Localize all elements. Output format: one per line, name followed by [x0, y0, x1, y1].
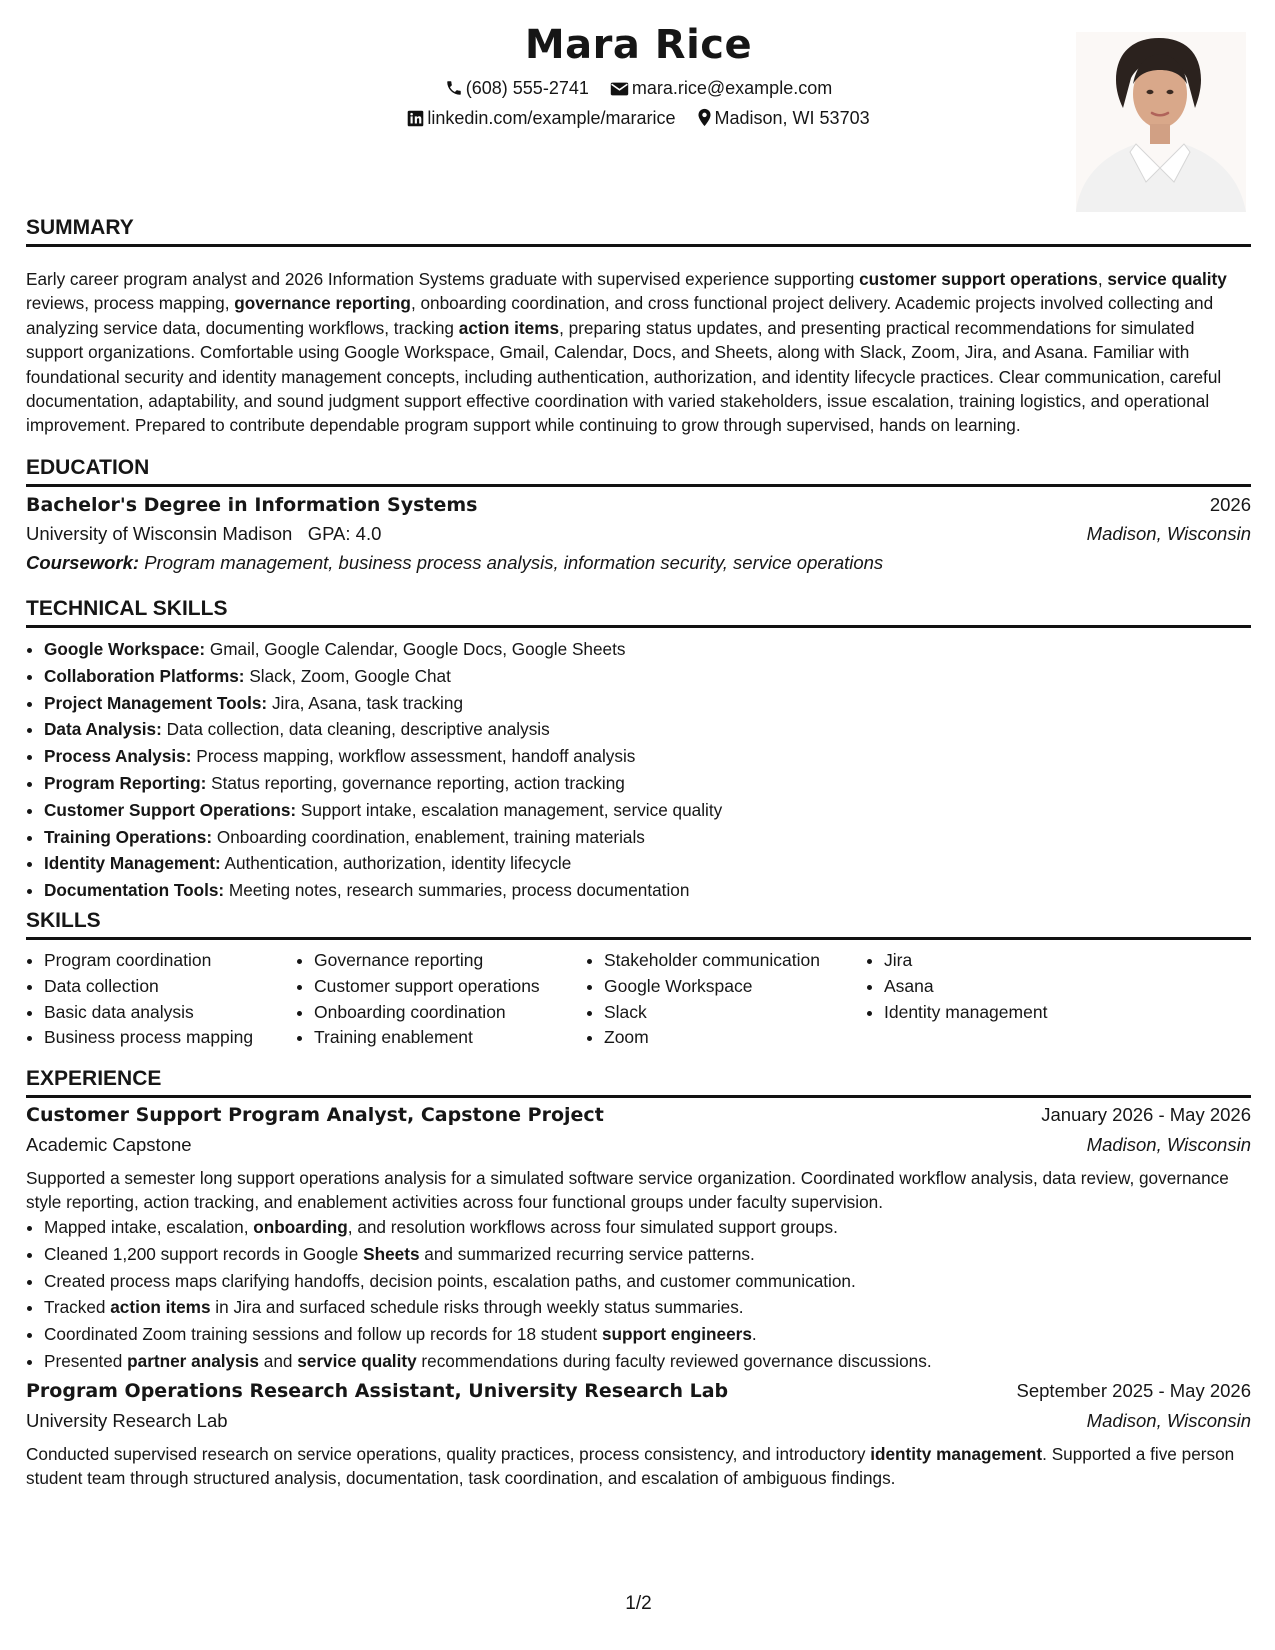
skills-column-3 [586, 948, 820, 1051]
skill-values: Process mapping, workflow assessment, handoff analysis [196, 746, 636, 767]
bullet-highlight: Sheets [363, 1243, 420, 1264]
list-item [44, 824, 1251, 851]
linkedin-text: linkedin.com/example/mararice [427, 108, 676, 128]
bullet-text: Presented [44, 1350, 128, 1371]
list-item: • Data collection [44, 974, 253, 1000]
summary-paragraph [26, 267, 1251, 438]
skill-values: Slack, Zoom, Google Chat [249, 665, 451, 686]
list-item [44, 663, 1251, 690]
coursework [26, 552, 883, 574]
summary-highlight: customer support operations [859, 269, 1098, 289]
summary-text: , preparing status updates, and presenting practical recommendations for simulated support organizations. Comfortable using Google Workspace, Gmail, Calendar, Docs, and Sheets, along with Slack, Zoom, Jira, and Asana. Familiar with foundational security and identity management concepts, including authentication, authorization, and identity lifecycle practices. Clear communication, careful documentation, adaptability, and sound judgment support effective coordination with varied stakeholders, issue escalation, training logistics, and operational improvement. Prepared to contribute dependable program support while continuing to grow through supervised, hands on learning. [26, 317, 1222, 436]
coursework-text: Program management, business process analysis, information security, service operations [144, 552, 884, 573]
education-school-row [26, 523, 1251, 549]
skills-column-4 [866, 948, 1047, 1025]
bullet-highlight: onboarding [253, 1217, 348, 1237]
section-title-technical-skills: TECHNICAL SKILLS [26, 597, 1251, 628]
list-item [44, 690, 1251, 717]
section-title-summary: SUMMARY [26, 216, 1251, 247]
linkedin-item[interactable] [407, 107, 675, 129]
job-bullets [26, 1214, 1251, 1375]
graduation-year: 2026 [1209, 494, 1251, 515]
bullet-text: and summarized recurring service patterns. [419, 1243, 755, 1264]
list-item [44, 850, 1251, 877]
skill-category: Documentation Tools: [44, 880, 225, 901]
list-item: • Governance reporting [314, 948, 540, 974]
list-item: • Identity management [884, 1000, 1047, 1026]
job-description [26, 1443, 1251, 1490]
summary-highlight: action items [458, 317, 560, 338]
map-pin-icon [697, 108, 712, 127]
location-item [697, 107, 870, 129]
list-item [44, 877, 1251, 904]
list-item: • Customer support operations [314, 974, 540, 1000]
bullet-highlight: partner analysis [127, 1350, 259, 1371]
job-organization: Academic Capstone [26, 1134, 192, 1155]
skill-values: Data collection, data cleaning, descriptive analysis [166, 719, 550, 740]
school-and-gpa [26, 523, 381, 545]
resume-page [26, 0, 1251, 1650]
list-item [44, 1294, 1251, 1321]
skills-column-1 [26, 948, 253, 1051]
summary-text: Early career program analyst and 2026 Information Systems graduate with supervised experience supporting [26, 269, 860, 289]
job-dates: January 2026 - May 2026 [1041, 1104, 1251, 1125]
list-item [44, 1214, 1251, 1241]
skill-category: Identity Management: [44, 853, 221, 874]
list-item: • Zoom [604, 1025, 820, 1051]
envelope-icon [610, 81, 629, 97]
job-location: Madison, Wisconsin [1086, 1410, 1251, 1431]
section-title-education: EDUCATION [26, 456, 1251, 487]
bullet-text: and [258, 1350, 298, 1371]
candidate-name: Mara Rice [524, 22, 753, 68]
skill-values: Jira, Asana, task tracking [271, 692, 463, 713]
bullet-highlight: support engineers [601, 1324, 752, 1345]
job-org-row [26, 1134, 1251, 1160]
list-item: • Asana [884, 974, 1047, 1000]
phone-item [445, 77, 589, 99]
skill-category: Training Operations: [44, 826, 213, 847]
bullet-text: Coordinated Zoom training sessions and follow up records for 18 student [44, 1324, 602, 1345]
email-text: mara.rice@example.com [631, 78, 833, 98]
page-number: 1/2 [625, 1593, 652, 1614]
list-item [44, 743, 1251, 770]
list-item: • Google Workspace [604, 974, 820, 1000]
skill-values: Meeting notes, research summaries, process documentation [228, 880, 690, 901]
skill-category: Data Analysis: [44, 719, 162, 740]
skill-values: Authentication, authorization, identity lifecycle [224, 853, 572, 874]
list-item [44, 716, 1251, 743]
job-location: Madison, Wisconsin [1086, 1134, 1251, 1155]
contact-line-2 [26, 107, 1251, 129]
phone-icon [445, 79, 463, 97]
coursework-label: Coursework: [26, 552, 140, 573]
job-dates: September 2025 - May 2026 [1016, 1380, 1251, 1401]
email-item[interactable] [610, 77, 832, 99]
bullet-text: in Jira and surfaced schedule risks through weekly status summaries. [210, 1297, 744, 1318]
list-item: • Stakeholder communication [604, 948, 820, 974]
job-header-row [26, 1104, 1251, 1130]
skill-category: Program Reporting: [44, 772, 207, 793]
phone-text: (608) 555-2741 [465, 78, 589, 98]
bullet-text: Created process maps clarifying handoffs, decision points, escalation paths, and customer communication. [44, 1270, 856, 1291]
list-item [44, 1321, 1251, 1348]
list-item: • Program coordination [44, 948, 253, 974]
technical-skills-list [26, 636, 1251, 904]
section-title-skills: SKILLS [26, 909, 1251, 940]
summary-text: reviews, process mapping, [26, 293, 235, 314]
skill-values: Support intake, escalation management, service quality [300, 799, 723, 820]
job-organization: University Research Lab [26, 1410, 228, 1431]
list-item: • Training enablement [314, 1025, 540, 1051]
summary-text: , onboarding coordination, and cross functional project delivery. Academic projects involved collecting and analyzing service data, documenting workflows, tracking [26, 293, 1214, 338]
skill-values: Status reporting, governance reporting, action tracking [211, 772, 625, 793]
bullet-text: . [751, 1324, 757, 1345]
coursework-row [26, 552, 1251, 578]
list-item: • Basic data analysis [44, 1000, 253, 1026]
education-degree-row [26, 494, 1251, 520]
list-item: • Business process mapping [44, 1025, 253, 1051]
degree-title: Bachelor's Degree in Information Systems [26, 494, 478, 516]
job-title: Customer Support Program Analyst, Capstone Project [26, 1104, 604, 1126]
bullet-text: , and resolution workflows across four simulated support groups. [347, 1217, 838, 1237]
job-title: Program Operations Research Assistant, University Research Lab [26, 1380, 729, 1402]
list-item [44, 1348, 1251, 1375]
summary-highlight: service quality [1107, 269, 1227, 289]
description-text: . Supported a five person student team through structured analysis, documentation, task coordination, and escalation of ambiguous findings. [26, 1444, 1235, 1488]
bullet-text: Mapped intake, escalation, [44, 1217, 254, 1237]
location-text: Madison, WI 53703 [714, 108, 870, 128]
list-item: • Onboarding coordination [314, 1000, 540, 1026]
contact-line-1 [26, 77, 1251, 99]
skill-values: Gmail, Google Calendar, Google Docs, Google Sheets [209, 639, 626, 659]
list-item [44, 1241, 1251, 1268]
bullet-highlight: action items [110, 1297, 211, 1318]
bullet-text: Tracked [44, 1297, 111, 1318]
list-item [44, 636, 1251, 663]
skill-category: Customer Support Operations: [44, 799, 297, 820]
list-item: • Slack [604, 1000, 820, 1026]
linkedin-icon [407, 110, 424, 127]
list-item [44, 797, 1251, 824]
bullet-highlight: service quality [297, 1350, 417, 1371]
skills-column-2 [296, 948, 540, 1051]
profile-photo [1076, 32, 1246, 212]
skill-category: Project Management Tools: [44, 692, 268, 713]
skill-category: Google Workspace: [44, 639, 206, 659]
job-description: Supported a semester long support operations analysis for a simulated software service organization. Coordinated workflow analysis, data review, governance style reporting, action tracking, and enablement activities across four functional groups under faculty supervision. [26, 1168, 1229, 1212]
skill-category: Collaboration Platforms: [44, 665, 245, 686]
skill-values: Onboarding coordination, enablement, training materials [216, 826, 645, 847]
skill-category: Process Analysis: [44, 746, 192, 767]
job-header-row [26, 1380, 1251, 1406]
description-text: Conducted supervised research on service operations, quality practices, process consistency, and introductory [26, 1444, 871, 1464]
school-name: University of Wisconsin Madison [26, 523, 293, 544]
section-title-experience: EXPERIENCE [26, 1067, 1251, 1098]
list-item [44, 770, 1251, 797]
school-location: Madison, Wisconsin [1086, 523, 1251, 544]
list-item [44, 1268, 1251, 1295]
bullet-text: Cleaned 1,200 support records in Google [44, 1243, 364, 1264]
summary-highlight: governance reporting [234, 293, 411, 314]
description-highlight: identity management [870, 1444, 1043, 1464]
summary-text: , [1097, 269, 1108, 289]
list-item: • Jira [884, 948, 1047, 974]
job-org-row [26, 1410, 1251, 1436]
gpa: GPA: 4.0 [307, 523, 382, 544]
bullet-text: recommendations during faculty reviewed governance discussions. [416, 1350, 932, 1371]
